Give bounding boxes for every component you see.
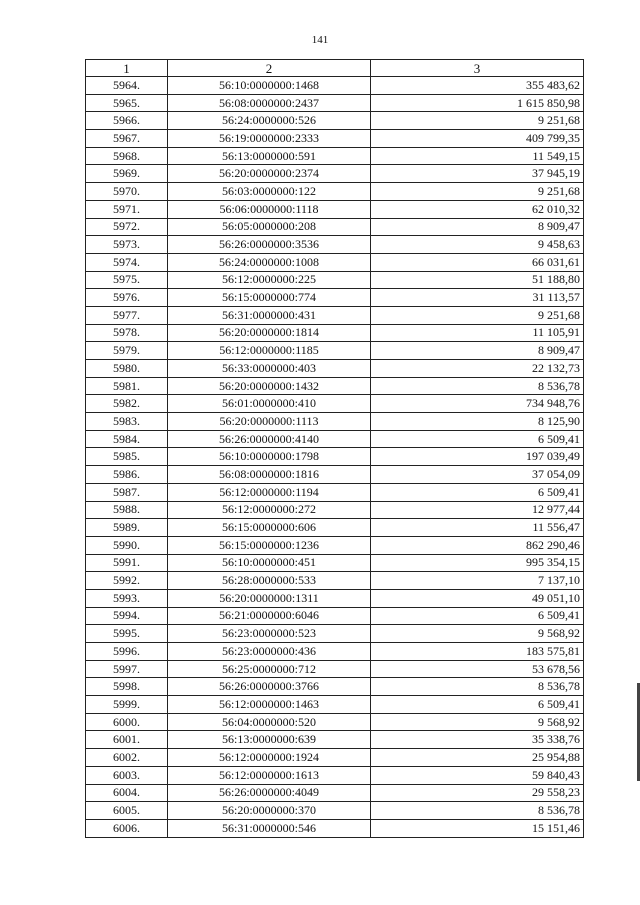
cadastral-number-cell: 56:06:0000000:1118 (168, 200, 371, 218)
cadastral-number-cell: 56:26:0000000:3536 (168, 236, 371, 254)
value-cell: 409 799,35 (371, 130, 584, 148)
value-cell: 862 290,46 (371, 536, 584, 554)
row-number-cell: 5976. (86, 289, 168, 307)
value-cell: 9 568,92 (371, 713, 584, 731)
cadastral-number-cell: 56:12:0000000:272 (168, 501, 371, 519)
cadastral-number-cell: 56:12:0000000:1185 (168, 342, 371, 360)
value-cell: 355 483,62 (371, 77, 584, 95)
row-number-cell: 5995. (86, 625, 168, 643)
value-cell: 59 840,43 (371, 766, 584, 784)
table-row (86, 625, 584, 643)
cadastral-number-cell: 56:12:0000000:1613 (168, 766, 371, 784)
table-row (86, 430, 584, 448)
table-row (86, 713, 584, 731)
value-cell: 9 458,63 (371, 236, 584, 254)
cadastral-number-cell: 56:04:0000000:520 (168, 713, 371, 731)
row-number-cell: 5984. (86, 430, 168, 448)
value-cell: 9 568,92 (371, 625, 584, 643)
cadastral-number-cell: 56:28:0000000:533 (168, 572, 371, 590)
row-number-cell: 5987. (86, 483, 168, 501)
value-cell: 25 954,88 (371, 749, 584, 767)
row-number-cell: 5968. (86, 147, 168, 165)
cadastral-number-cell: 56:31:0000000:546 (168, 819, 371, 837)
table-row (86, 802, 584, 820)
row-number-cell: 5988. (86, 501, 168, 519)
cadastral-number-cell: 56:23:0000000:436 (168, 643, 371, 661)
table-row (86, 112, 584, 130)
row-number-cell: 6003. (86, 766, 168, 784)
value-cell: 51 188,80 (371, 271, 584, 289)
cadastral-number-cell: 56:01:0000000:410 (168, 395, 371, 413)
row-number-cell: 5985. (86, 448, 168, 466)
row-number-cell: 5970. (86, 183, 168, 201)
value-cell: 9 251,68 (371, 183, 584, 201)
table-row (86, 147, 584, 165)
value-cell: 31 113,57 (371, 289, 584, 307)
row-number-cell: 5989. (86, 519, 168, 537)
value-cell: 11 556,47 (371, 519, 584, 537)
value-cell: 53 678,56 (371, 660, 584, 678)
cadastral-number-cell: 56:23:0000000:523 (168, 625, 371, 643)
row-number-cell: 5972. (86, 218, 168, 236)
cadastral-number-cell: 56:05:0000000:208 (168, 218, 371, 236)
cadastral-number-cell: 56:13:0000000:591 (168, 147, 371, 165)
table-row (86, 572, 584, 590)
value-cell: 11 549,15 (371, 147, 584, 165)
cadastral-number-cell: 56:33:0000000:403 (168, 360, 371, 378)
cadastral-number-cell: 56:26:0000000:3766 (168, 678, 371, 696)
row-number-cell: 5964. (86, 77, 168, 95)
value-cell: 15 151,46 (371, 819, 584, 837)
row-number-cell: 5969. (86, 165, 168, 183)
column-header-1: 1 (86, 60, 168, 77)
value-cell: 6 509,41 (371, 607, 584, 625)
cadastral-number-cell: 56:12:0000000:1924 (168, 749, 371, 767)
table-row (86, 165, 584, 183)
row-number-cell: 6001. (86, 731, 168, 749)
table-row (86, 519, 584, 537)
table-row (86, 660, 584, 678)
row-number-cell: 5982. (86, 395, 168, 413)
value-cell: 66 031,61 (371, 253, 584, 271)
table-row (86, 271, 584, 289)
row-number-cell: 5990. (86, 536, 168, 554)
cadastral-number-cell: 56:21:0000000:6046 (168, 607, 371, 625)
table-row (86, 554, 584, 572)
row-number-cell: 5967. (86, 130, 168, 148)
column-header-2: 2 (168, 60, 371, 77)
table-row (86, 236, 584, 254)
value-cell: 37 054,09 (371, 466, 584, 484)
table-row (86, 536, 584, 554)
row-number-cell: 5999. (86, 696, 168, 714)
row-number-cell: 5966. (86, 112, 168, 130)
cadastral-number-cell: 56:08:0000000:1816 (168, 466, 371, 484)
row-number-cell: 5986. (86, 466, 168, 484)
value-cell: 734 948,76 (371, 395, 584, 413)
column-header-3: 3 (371, 60, 584, 77)
table-row (86, 94, 584, 112)
table-body (86, 77, 584, 838)
table-row (86, 678, 584, 696)
value-cell: 8 536,78 (371, 678, 584, 696)
table-row (86, 395, 584, 413)
value-cell: 9 251,68 (371, 306, 584, 324)
table-row (86, 696, 584, 714)
cadastral-number-cell: 56:15:0000000:1236 (168, 536, 371, 554)
cadastral-number-cell: 56:15:0000000:606 (168, 519, 371, 537)
table-row (86, 784, 584, 802)
cadastral-number-cell: 56:26:0000000:4140 (168, 430, 371, 448)
value-cell: 8 909,47 (371, 342, 584, 360)
value-cell: 7 137,10 (371, 572, 584, 590)
data-table (85, 59, 584, 838)
row-number-cell: 6004. (86, 784, 168, 802)
cadastral-number-cell: 56:12:0000000:225 (168, 271, 371, 289)
table-row (86, 749, 584, 767)
table-row (86, 483, 584, 501)
row-number-cell: 5974. (86, 253, 168, 271)
value-cell: 8 125,90 (371, 413, 584, 431)
row-number-cell: 5997. (86, 660, 168, 678)
value-cell: 62 010,32 (371, 200, 584, 218)
cadastral-number-cell: 56:31:0000000:431 (168, 306, 371, 324)
cadastral-number-cell: 56:20:0000000:1432 (168, 377, 371, 395)
row-number-cell: 6000. (86, 713, 168, 731)
table-row (86, 377, 584, 395)
value-cell: 183 575,81 (371, 643, 584, 661)
row-number-cell: 5991. (86, 554, 168, 572)
cadastral-number-cell: 56:13:0000000:639 (168, 731, 371, 749)
row-number-cell: 5998. (86, 678, 168, 696)
row-number-cell: 5973. (86, 236, 168, 254)
table-row (86, 413, 584, 431)
cadastral-number-cell: 56:10:0000000:1468 (168, 77, 371, 95)
table-row (86, 501, 584, 519)
value-cell: 1 615 850,98 (371, 94, 584, 112)
value-cell: 6 509,41 (371, 483, 584, 501)
cadastral-number-cell: 56:20:0000000:1113 (168, 413, 371, 431)
table-row (86, 819, 584, 837)
cadastral-number-cell: 56:20:0000000:370 (168, 802, 371, 820)
cadastral-number-cell: 56:03:0000000:122 (168, 183, 371, 201)
table-row (86, 731, 584, 749)
row-number-cell: 5992. (86, 572, 168, 590)
row-number-cell: 5983. (86, 413, 168, 431)
value-cell: 9 251,68 (371, 112, 584, 130)
value-cell: 11 105,91 (371, 324, 584, 342)
row-number-cell: 5993. (86, 589, 168, 607)
table-row (86, 200, 584, 218)
table-row (86, 766, 584, 784)
table-row (86, 607, 584, 625)
table-row (86, 360, 584, 378)
value-cell: 995 354,15 (371, 554, 584, 572)
row-number-cell: 5975. (86, 271, 168, 289)
value-cell: 22 132,73 (371, 360, 584, 378)
table-row (86, 324, 584, 342)
row-number-cell: 5978. (86, 324, 168, 342)
row-number-cell: 5980. (86, 360, 168, 378)
value-cell: 49 051,10 (371, 589, 584, 607)
table-row (86, 77, 584, 95)
row-number-cell: 5965. (86, 94, 168, 112)
value-cell: 8 536,78 (371, 802, 584, 820)
cadastral-number-cell: 56:20:0000000:2374 (168, 165, 371, 183)
cadastral-number-cell: 56:10:0000000:1798 (168, 448, 371, 466)
table-row (86, 289, 584, 307)
table-row (86, 342, 584, 360)
page-number: 141 (311, 34, 329, 46)
cadastral-number-cell: 56:24:0000000:526 (168, 112, 371, 130)
table-row (86, 466, 584, 484)
table-row (86, 589, 584, 607)
cadastral-number-cell: 56:24:0000000:1008 (168, 253, 371, 271)
row-number-cell: 5979. (86, 342, 168, 360)
cadastral-number-cell: 56:20:0000000:1311 (168, 589, 371, 607)
row-number-cell: 5996. (86, 643, 168, 661)
row-number-cell: 5977. (86, 306, 168, 324)
cadastral-number-cell: 56:08:0000000:2437 (168, 94, 371, 112)
cadastral-number-cell: 56:15:0000000:774 (168, 289, 371, 307)
cadastral-number-cell: 56:25:0000000:712 (168, 660, 371, 678)
value-cell: 35 338,76 (371, 731, 584, 749)
table-row (86, 183, 584, 201)
value-cell: 6 509,41 (371, 696, 584, 714)
row-number-cell: 5981. (86, 377, 168, 395)
table-row (86, 130, 584, 148)
row-number-cell: 6005. (86, 802, 168, 820)
table-row (86, 218, 584, 236)
value-cell: 37 945,19 (371, 165, 584, 183)
table-row (86, 306, 584, 324)
row-number-cell: 6006. (86, 819, 168, 837)
value-cell: 8 536,78 (371, 377, 584, 395)
cadastral-number-cell: 56:19:0000000:2333 (168, 130, 371, 148)
value-cell: 6 509,41 (371, 430, 584, 448)
cadastral-number-cell: 56:10:0000000:451 (168, 554, 371, 572)
table-row (86, 253, 584, 271)
value-cell: 197 039,49 (371, 448, 584, 466)
value-cell: 12 977,44 (371, 501, 584, 519)
value-cell: 8 909,47 (371, 218, 584, 236)
table-row (86, 448, 584, 466)
cadastral-number-cell: 56:20:0000000:1814 (168, 324, 371, 342)
value-cell: 29 558,23 (371, 784, 584, 802)
row-number-cell: 6002. (86, 749, 168, 767)
table-row (86, 643, 584, 661)
cadastral-number-cell: 56:12:0000000:1463 (168, 696, 371, 714)
row-number-cell: 5971. (86, 200, 168, 218)
row-number-cell: 5994. (86, 607, 168, 625)
table-header-row (86, 60, 584, 77)
cadastral-number-cell: 56:12:0000000:1194 (168, 483, 371, 501)
cadastral-number-cell: 56:26:0000000:4049 (168, 784, 371, 802)
